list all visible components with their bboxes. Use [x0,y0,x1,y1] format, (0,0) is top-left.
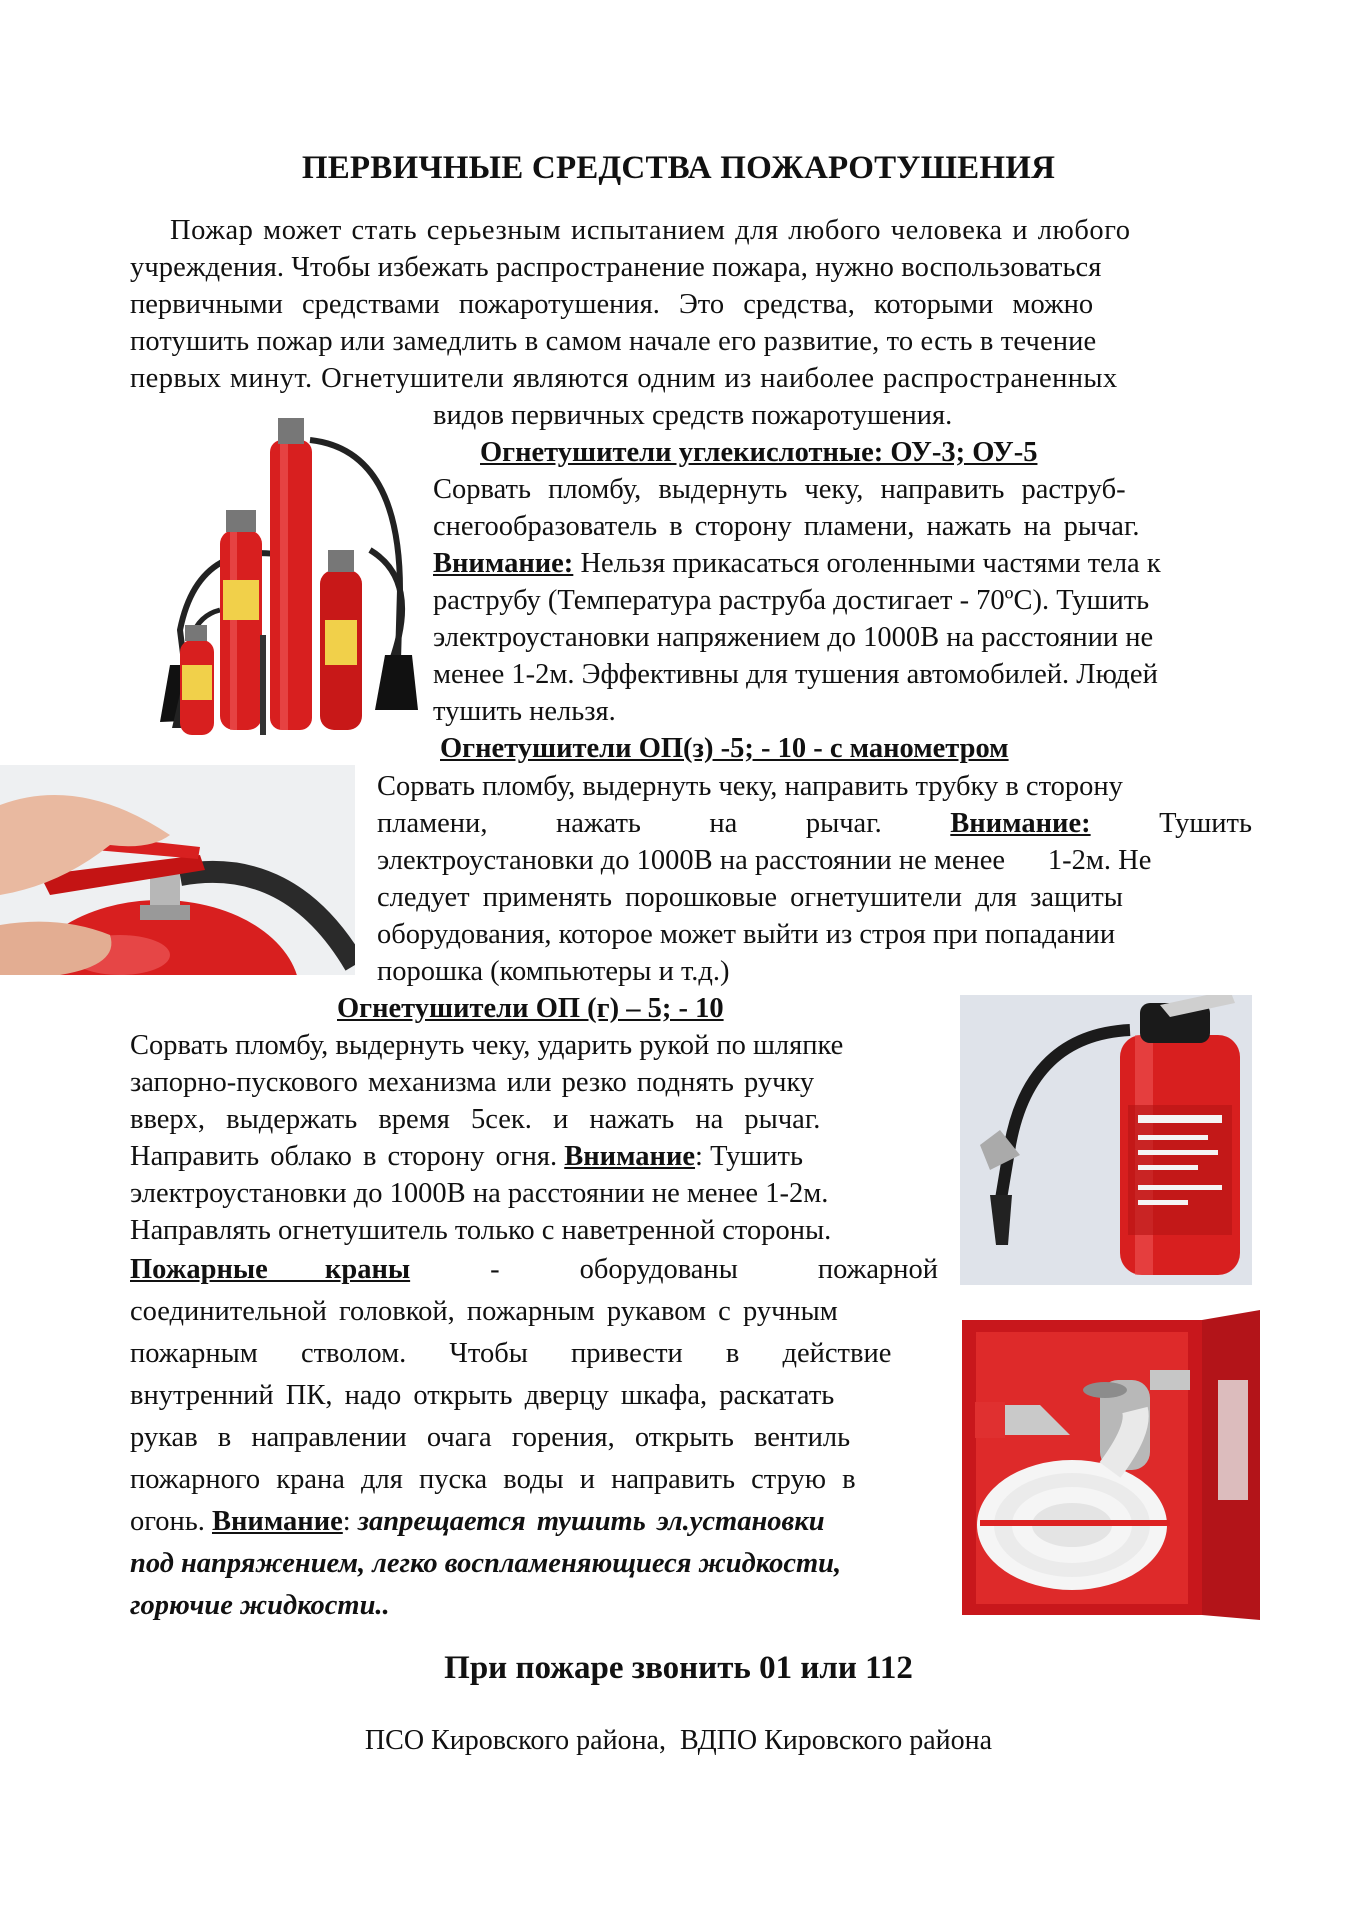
intro-line: учреждения. Чтобы избежать распространение пожара, нужно воспользоваться [130,252,1102,283]
co2-line: Сорвать пломбу, выдернуть чеку, направить раструб- [433,474,1126,505]
intro-line: первичными средствами пожаротушения. Это средства, которыми можно [130,289,1094,320]
powder-g-line [130,1138,803,1175]
co2-attention: Внимание: [433,548,574,579]
hydrant-word: оборудованы [579,1254,738,1285]
co2-line: раструбу (Температура раструба достигает - 70ºC). Тушить [433,585,1150,616]
powder-g-line: Направлять огнетушитель только с наветренной стороны. [130,1215,832,1246]
hydrant-line: соединительной головкой, пожарным рукавом с ручным [130,1296,838,1327]
powder-z-line [377,805,1252,842]
intro-text: Пожар может стать серьезным испытанием для любого человека и любого [170,215,1131,246]
emergency-call-line: При пожаре звонить 01 или 112 [444,1650,913,1686]
co2-heading: Огнетушители углекислотные: ОУ-3; ОУ-5 [480,437,1038,468]
fire-hose-cabinet-image [960,1310,1265,1620]
powder-z-word: Тушить [1159,808,1252,839]
powder-g-text: : Тушить [695,1141,803,1172]
powder-g-text: Направить облако в сторону огня. [130,1141,558,1172]
powder-z-heading: Огнетушители ОП(з) -5; - 10 - с манометром [440,733,1009,764]
powder-g-line: запорно-пускового механизма или резко поднять ручку [130,1067,815,1098]
powder-g-heading: Огнетушители ОП (г) – 5; - 10 [337,993,724,1024]
hydrant-text: : [342,1506,351,1537]
powder-g-attention: Внимание [564,1141,696,1172]
footer-organizations: ПСО Кировского района, ВДПО Кировского района [364,1725,993,1756]
co2-line [433,545,1161,582]
powder-z-attention: Внимание: [950,808,1091,839]
powder-z-word: на [709,808,738,839]
powder-g-line: электроустановки до 1000В на расстоянии не менее 1-2м. [130,1178,829,1209]
hydrant-warning: запрещается тушить эл.установки [357,1506,825,1537]
powder-z-line: оборудования, которое может выйти из строя при попадании [377,919,1116,950]
hydrant-warning-line: горючие жидкости.. [130,1590,390,1621]
powder-extinguisher-image [960,995,1252,1285]
co2-line: снегообразователь в сторону пламени, нажать на рычаг. [433,511,1140,542]
hydrant-word: пожарной [817,1254,938,1285]
intro-line: видов первичных средств пожаротушения. [433,400,953,431]
powder-g-line: Сорвать пломбу, выдернуть чеку, ударить рукой по шляпке [130,1030,844,1061]
powder-g-line: вверх, выдержать время 5сек. и нажать на рычаг. [130,1104,821,1135]
powder-z-word: рычаг. [805,808,882,839]
co2-extinguishers-image [160,410,420,740]
hydrant-line: пожарного крана для пуска воды и направить струю в [130,1464,856,1495]
hand-extinguisher-image [0,765,355,975]
intro-line: первых минут. Огнетушители являются одним из наиболее распространенных [130,363,1118,394]
hydrant-attention: Внимание [211,1506,343,1537]
powder-z-line: электроустановки до 1000В на расстоянии не менее 1-2м. Не [377,845,1152,876]
page-title: ПЕРВИЧНЫЕ СРЕДСТВА ПОЖАРОТУШЕНИЯ [301,150,1056,186]
powder-z-word: нажать [555,808,641,839]
co2-line: менее 1-2м. Эффективны для тушения автомобилей. Людей [433,659,1158,690]
co2-line-text: Нельзя прикасаться оголенными частями тела к [580,548,1161,579]
hydrant-word: - [490,1254,500,1285]
hydrant-line: рукав в направлении очага горения, открыть вентиль [130,1422,851,1453]
hydrant-line [130,1501,825,1543]
powder-z-line: следует применять порошковые огнетушители для защиты [377,882,1123,913]
hydrant-term: Пожарные краны [130,1254,411,1285]
co2-line: электроустановки напряжением до 1000В на расстоянии не [433,622,1154,653]
hydrant-text: огонь. [130,1506,205,1537]
co2-line: тушить нельзя. [433,696,616,727]
hydrant-warning-line: под напряжением, легко воспламеняющиеся жидкости, [130,1548,842,1579]
intro-line: потушить пожар или замедлить в самом начале его развитие, то есть в течение [130,326,1097,357]
hydrant-line: внутренний ПК, надо открыть дверцу шкафа, раскатать [130,1380,835,1411]
powder-z-line: Сорвать пломбу, выдернуть чеку, направить трубку в сторону [377,771,1123,802]
hydrant-line: пожарным стволом. Чтобы привести в действие [130,1338,892,1369]
powder-z-word: пламени, [377,808,488,839]
powder-z-line: порошка (компьютеры и т.д.) [377,956,730,987]
hydrant-line [130,1249,938,1291]
intro-line [170,212,1252,249]
